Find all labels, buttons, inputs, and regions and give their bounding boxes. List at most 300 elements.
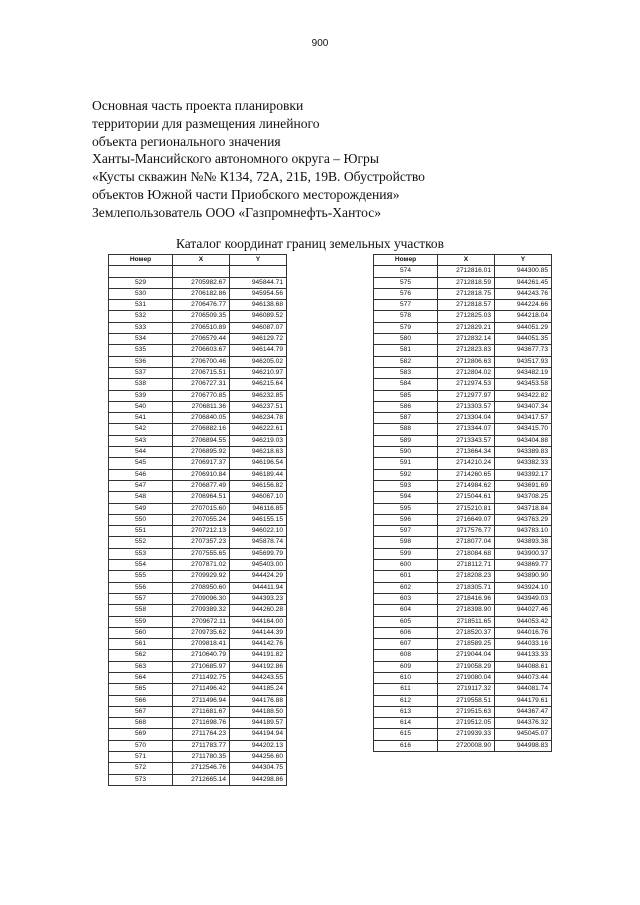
cell-y: 943718.84 (495, 503, 552, 514)
cell-number: 591 (374, 458, 438, 469)
cell-x: 2706509.35 (173, 311, 230, 322)
cell-number: 587 (374, 413, 438, 424)
cell-x: 2714210.24 (438, 458, 495, 469)
cell-x: 2709735.62 (173, 627, 230, 638)
cell-x: 2712977.97 (438, 390, 495, 401)
cell-y: 946067.10 (230, 492, 287, 503)
cell-number: 564 (109, 672, 173, 683)
coordinates-table-left (108, 254, 287, 786)
cell-number: 612 (374, 695, 438, 706)
table-row (109, 695, 287, 706)
cell-x: 2707871.02 (173, 560, 230, 571)
cell-number: 598 (374, 537, 438, 548)
cell-number: 575 (374, 277, 438, 288)
cell-number: 588 (374, 424, 438, 435)
cell-number: 552 (109, 537, 173, 548)
cell-y: 946210.97 (230, 367, 287, 378)
cell-y: 943407.34 (495, 401, 552, 412)
cell-y: 945878.74 (230, 537, 287, 548)
cell-y: 946129.72 (230, 334, 287, 345)
cell-number: 539 (109, 390, 173, 401)
cell-number: 611 (374, 684, 438, 695)
cell-y: 944188.50 (230, 706, 287, 717)
table-row (374, 379, 552, 390)
cell-x: 2713343.57 (438, 435, 495, 446)
cell-number: 567 (109, 706, 173, 717)
cell-y: 944144.39 (230, 627, 287, 638)
cell-x: 2718305.71 (438, 582, 495, 593)
table-row (374, 514, 552, 525)
cell-number: 554 (109, 560, 173, 571)
cell-x: 2715044.61 (438, 492, 495, 503)
cell-number: 536 (109, 356, 173, 367)
cell-y (230, 266, 287, 277)
cell-x: 2706770.85 (173, 390, 230, 401)
table-row (109, 503, 287, 514)
cell-x: 2706811.36 (173, 401, 230, 412)
cell-y: 946232.85 (230, 390, 287, 401)
cell-y: 943783.10 (495, 526, 552, 537)
cell-number: 584 (374, 379, 438, 390)
cell-number: 533 (109, 322, 173, 333)
cell-number: 569 (109, 729, 173, 740)
cell-y: 943708.25 (495, 492, 552, 503)
cell-x: 2706182.86 (173, 288, 230, 299)
cell-y: 946215.64 (230, 379, 287, 390)
table-row (109, 537, 287, 548)
cell-x: 2708950.60 (173, 582, 230, 593)
cell-y: 944224.66 (495, 300, 552, 311)
cell-number: 553 (109, 548, 173, 559)
table-row (374, 277, 552, 288)
cell-number: 562 (109, 650, 173, 661)
cell-y: 944051.29 (495, 322, 552, 333)
cell-x: 2706917.37 (173, 458, 230, 469)
cell-y: 943422.82 (495, 390, 552, 401)
cell-y: 944051.35 (495, 334, 552, 345)
cell-y: 943893.38 (495, 537, 552, 548)
table-row (109, 345, 287, 356)
document-heading (92, 97, 562, 222)
cell-x: 2719117.32 (438, 684, 495, 695)
cell-x: 2709389.32 (173, 605, 230, 616)
table-row (109, 356, 287, 367)
cell-number: 600 (374, 560, 438, 571)
cell-y: 946222.61 (230, 424, 287, 435)
cell-number: 604 (374, 605, 438, 616)
cell-y: 946237.51 (230, 401, 287, 412)
table-row (374, 356, 552, 367)
cell-number: 589 (374, 435, 438, 446)
table-row (109, 661, 287, 672)
cell-number: 597 (374, 526, 438, 537)
cell-number: 570 (109, 740, 173, 751)
cell-y: 944033.16 (495, 639, 552, 650)
cell-y: 943453.58 (495, 379, 552, 390)
cell-x: 2706603.67 (173, 345, 230, 356)
table-row (374, 447, 552, 458)
coordinates-table-right (373, 254, 552, 752)
cell-y: 944176.88 (230, 695, 287, 706)
cell-x: 2706727.31 (173, 379, 230, 390)
cell-x: 2718520.37 (438, 627, 495, 638)
cell-x: 2706964.51 (173, 492, 230, 503)
table-row (109, 458, 287, 469)
cell-number: 577 (374, 300, 438, 311)
cell-x: 2706840.05 (173, 413, 230, 424)
cell-x: 2712818.75 (438, 288, 495, 299)
table-row (109, 492, 287, 503)
cell-y: 944202.13 (230, 740, 287, 751)
cell-y: 943763.29 (495, 514, 552, 525)
cell-x: 2718589.25 (438, 639, 495, 650)
table-row (109, 650, 287, 661)
heading-line: Ханты-Мансийского автономного округа – Югры (92, 151, 379, 167)
cell-x: 2706510.89 (173, 322, 230, 333)
cell-x: 2706700.46 (173, 356, 230, 367)
table-row (109, 390, 287, 401)
table-row (109, 288, 287, 299)
table-row (374, 684, 552, 695)
cell-x: 2720008.90 (438, 740, 495, 751)
table-row (374, 435, 552, 446)
cell-x: 2706579.44 (173, 334, 230, 345)
cell-x: 2718208.23 (438, 571, 495, 582)
cell-x: 2713344.07 (438, 424, 495, 435)
cell-x: 2719515.63 (438, 706, 495, 717)
cell-y: 945045.07 (495, 729, 552, 740)
cell-number: 608 (374, 650, 438, 661)
cell-x: 2713303.57 (438, 401, 495, 412)
cell-x: 2709818.41 (173, 639, 230, 650)
table-row (374, 616, 552, 627)
cell-y: 944142.76 (230, 639, 287, 650)
cell-y: 946087.07 (230, 322, 287, 333)
column-header-number: Номер (374, 255, 438, 266)
cell-y: 943924.10 (495, 582, 552, 593)
cell-x: 2709672.11 (173, 616, 230, 627)
cell-number: 530 (109, 288, 173, 299)
table-row (374, 311, 552, 322)
cell-y: 944164.00 (230, 616, 287, 627)
cell-number: 545 (109, 458, 173, 469)
cell-y: 943382.33 (495, 458, 552, 469)
cell-y: 943417.57 (495, 413, 552, 424)
cell-number: 613 (374, 706, 438, 717)
cell-x: 2719512.05 (438, 718, 495, 729)
cell-x: 2706894.55 (173, 435, 230, 446)
table-row (109, 401, 287, 412)
cell-y: 946138.68 (230, 300, 287, 311)
table-row (109, 447, 287, 458)
cell-x: 2710685.97 (173, 661, 230, 672)
cell-y: 943517.93 (495, 356, 552, 367)
cell-number: 606 (374, 627, 438, 638)
table-row (374, 390, 552, 401)
cell-y: 944243.55 (230, 672, 287, 683)
cell-y: 945699.79 (230, 548, 287, 559)
cell-y: 945954.56 (230, 288, 287, 299)
cell-x: 2719939.33 (438, 729, 495, 740)
cell-x: 2712546.76 (173, 763, 230, 774)
cell-number: 557 (109, 593, 173, 604)
cell-number: 540 (109, 401, 173, 412)
cell-y: 944185.24 (230, 684, 287, 695)
cell-number: 595 (374, 503, 438, 514)
page-number: 900 (311, 38, 329, 49)
cell-number: 578 (374, 311, 438, 322)
table-row (109, 763, 287, 774)
cell-x: 2712832.14 (438, 334, 495, 345)
heading-line: Основная часть проекта планировки (92, 98, 304, 113)
table-row (374, 322, 552, 333)
cell-number: 580 (374, 334, 438, 345)
cell-number: 559 (109, 616, 173, 627)
cell-number: 601 (374, 571, 438, 582)
cell-y: 944179.61 (495, 695, 552, 706)
cell-x: 2706895.92 (173, 447, 230, 458)
cell-y: 946156.82 (230, 480, 287, 491)
table-header-row (374, 255, 552, 266)
cell-number: 568 (109, 718, 173, 729)
cell-y: 944261.45 (495, 277, 552, 288)
cell-y: 944998.83 (495, 740, 552, 751)
cell-number: 593 (374, 480, 438, 491)
cell-y: 943890.90 (495, 571, 552, 582)
table-row (109, 582, 287, 593)
cell-x: 2712816.01 (438, 266, 495, 277)
table-row (109, 266, 287, 277)
heading-line: объектов Южной части Приобского месторождения» (92, 186, 400, 202)
cell-number: 596 (374, 514, 438, 525)
table-row (109, 593, 287, 604)
table-row (374, 503, 552, 514)
table-row (374, 672, 552, 683)
table-row (374, 718, 552, 729)
table-row (109, 639, 287, 650)
table-row (109, 718, 287, 729)
cell-x: 2707212.13 (173, 526, 230, 537)
cell-number: 531 (109, 300, 173, 311)
cell-number: 537 (109, 367, 173, 378)
cell-y: 943389.83 (495, 447, 552, 458)
cell-x: 2712829.21 (438, 322, 495, 333)
cell-x: 2706877.49 (173, 480, 230, 491)
cell-x: 2712974.53 (438, 379, 495, 390)
table-row (374, 266, 552, 277)
cell-y: 944073.44 (495, 672, 552, 683)
cell-x: 2712806.63 (438, 356, 495, 367)
cell-x: 2707357.23 (173, 537, 230, 548)
cell-x: 2719044.04 (438, 650, 495, 661)
cell-y: 943415.70 (495, 424, 552, 435)
cell-y: 943392.17 (495, 469, 552, 480)
cell-x: 2713664.34 (438, 447, 495, 458)
table-row (374, 480, 552, 491)
table-row (109, 334, 287, 345)
cell-x: 2711681.67 (173, 706, 230, 717)
cell-number (109, 266, 173, 277)
cell-y: 944376.32 (495, 718, 552, 729)
cell-x: 2712823.83 (438, 345, 495, 356)
heading-line: «Кусты скважин №№ К134, 72А, 21Б, 19В. Обустройство (92, 169, 425, 185)
table-row (374, 582, 552, 593)
cell-x: 2718084.68 (438, 548, 495, 559)
cell-y: 944194.94 (230, 729, 287, 740)
cell-number: 566 (109, 695, 173, 706)
cell-y: 944189.57 (230, 718, 287, 729)
cell-y: 944411.94 (230, 582, 287, 593)
table-row (374, 492, 552, 503)
column-header-y: Y (495, 255, 552, 266)
cell-x: 2706910.84 (173, 469, 230, 480)
cell-x: 2711783.77 (173, 740, 230, 751)
table-row (109, 526, 287, 537)
cell-y: 944016.76 (495, 627, 552, 638)
cell-x: 2712665.14 (173, 774, 230, 785)
table-row (109, 616, 287, 627)
table-row (374, 571, 552, 582)
table-row (109, 379, 287, 390)
cell-x: 2706715.51 (173, 367, 230, 378)
cell-x: 2712818.57 (438, 300, 495, 311)
cell-x: 2712804.02 (438, 367, 495, 378)
table-row (374, 639, 552, 650)
cell-y: 946022.10 (230, 526, 287, 537)
cell-y: 944424.29 (230, 571, 287, 582)
table-row (109, 729, 287, 740)
table-row (109, 740, 287, 751)
cell-number: 555 (109, 571, 173, 582)
catalog-title: Каталог координат границ земельных участков (176, 236, 444, 251)
cell-y: 944304.75 (230, 763, 287, 774)
cell-number: 538 (109, 379, 173, 390)
cell-number: 615 (374, 729, 438, 740)
table-row (374, 627, 552, 638)
column-header-y: Y (230, 255, 287, 266)
table-row (374, 401, 552, 412)
table-row (374, 367, 552, 378)
cell-x: 2707015.60 (173, 503, 230, 514)
table-row (109, 469, 287, 480)
cell-y: 943900.37 (495, 548, 552, 559)
cell-y: 946234.78 (230, 413, 287, 424)
cell-number: 602 (374, 582, 438, 593)
cell-number: 543 (109, 435, 173, 446)
cell-y: 943404.88 (495, 435, 552, 446)
table-row (109, 560, 287, 571)
table-row (109, 322, 287, 333)
cell-number: 542 (109, 424, 173, 435)
column-header-x: X (438, 255, 495, 266)
cell-x: 2718077.04 (438, 537, 495, 548)
cell-number: 582 (374, 356, 438, 367)
cell-number: 571 (109, 752, 173, 763)
cell-y: 944192.86 (230, 661, 287, 672)
cell-x (173, 266, 230, 277)
cell-x: 2709096.30 (173, 593, 230, 604)
cell-y: 944300.85 (495, 266, 552, 277)
cell-y: 943677.73 (495, 345, 552, 356)
cell-x: 2714260.65 (438, 469, 495, 480)
cell-x: 2707055.24 (173, 514, 230, 525)
table-row (374, 537, 552, 548)
cell-number: 590 (374, 447, 438, 458)
cell-number: 586 (374, 401, 438, 412)
cell-y: 946155.15 (230, 514, 287, 525)
cell-number: 574 (374, 266, 438, 277)
cell-number: 546 (109, 469, 173, 480)
table-row (374, 424, 552, 435)
cell-x: 2716649.07 (438, 514, 495, 525)
cell-y: 943691.69 (495, 480, 552, 491)
cell-y: 944256.60 (230, 752, 287, 763)
cell-x: 2719080.04 (438, 672, 495, 683)
cell-x: 2719058.29 (438, 661, 495, 672)
cell-number: 599 (374, 548, 438, 559)
cell-x: 2712825.03 (438, 311, 495, 322)
table-row (374, 288, 552, 299)
cell-number: 532 (109, 311, 173, 322)
table-row (374, 661, 552, 672)
cell-number: 592 (374, 469, 438, 480)
table-row (109, 480, 287, 491)
cell-y: 944081.74 (495, 684, 552, 695)
cell-number: 614 (374, 718, 438, 729)
cell-x: 2711496.42 (173, 684, 230, 695)
cell-x: 2719558.51 (438, 695, 495, 706)
cell-x: 2718511.65 (438, 616, 495, 627)
cell-number: 561 (109, 639, 173, 650)
table-row (374, 695, 552, 706)
table-row (109, 571, 287, 582)
cell-number: 605 (374, 616, 438, 627)
cell-x: 2713304.04 (438, 413, 495, 424)
column-header-number: Номер (109, 255, 173, 266)
cell-x: 2712818.59 (438, 277, 495, 288)
table-row (374, 413, 552, 424)
table-row (109, 311, 287, 322)
cell-number: 551 (109, 526, 173, 537)
cell-number: 535 (109, 345, 173, 356)
cell-x: 2709929.92 (173, 571, 230, 582)
cell-y: 946196.54 (230, 458, 287, 469)
table-row (374, 706, 552, 717)
cell-number: 563 (109, 661, 173, 672)
cell-y: 943949.03 (495, 593, 552, 604)
cell-number: 549 (109, 503, 173, 514)
cell-y: 944367.47 (495, 706, 552, 717)
cell-number: 565 (109, 684, 173, 695)
table-row (374, 345, 552, 356)
cell-y: 946116.85 (230, 503, 287, 514)
table-row (374, 469, 552, 480)
cell-number: 610 (374, 672, 438, 683)
cell-number: 534 (109, 334, 173, 345)
table-row (109, 774, 287, 785)
heading-line: Землепользователь ООО «Газпромнефть-Хантос» (92, 204, 382, 220)
cell-y: 945844.71 (230, 277, 287, 288)
cell-y: 946089.52 (230, 311, 287, 322)
table-row (109, 752, 287, 763)
table-row (374, 650, 552, 661)
cell-x: 2711780.35 (173, 752, 230, 763)
cell-y: 944191.82 (230, 650, 287, 661)
table-header-row (109, 255, 287, 266)
column-header-x: X (173, 255, 230, 266)
cell-y: 944393.23 (230, 593, 287, 604)
cell-number: 550 (109, 514, 173, 525)
